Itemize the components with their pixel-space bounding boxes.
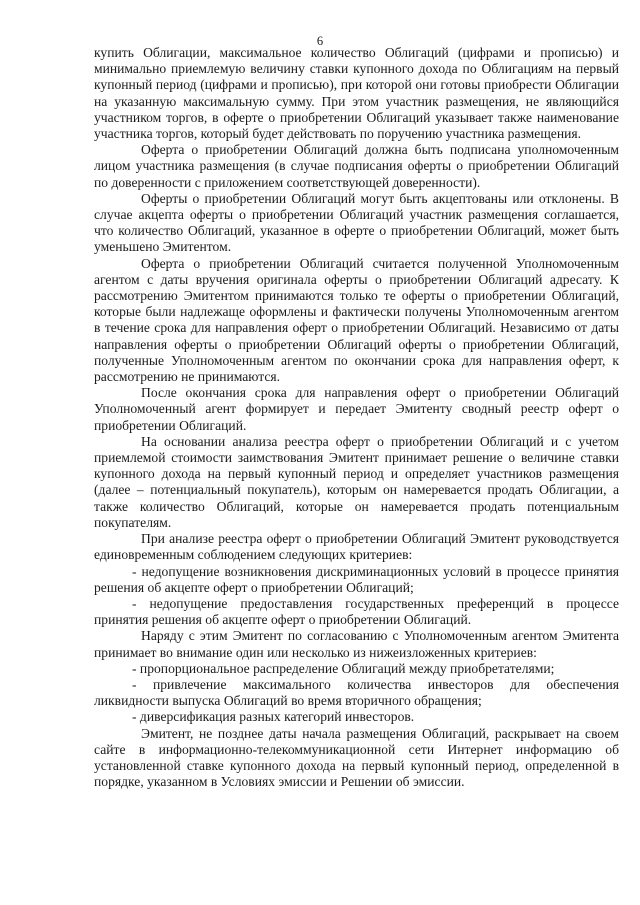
- paragraph: Наряду с этим Эмитент по согласованию с Уполномоченным агентом Эмитента принимает во внимание один или несколько из нижеизложенных критериев:: [94, 628, 619, 660]
- paragraph: Оферта о приобретении Облигаций должна быть подписана уполномоченным лицом участника размещения (в случае подписания оферты о приобретении Облигаций по доверенности с приложением соответствующей доверенности).: [94, 142, 619, 190]
- list-item: - диверсификация разных категорий инвесторов.: [132, 709, 415, 725]
- paragraph: Оферты о приобретении Облигаций могут быть акцептованы или отклонены. В случае акцепта оферты о приобретении Облигаций участник размещения соглашается, что количество Облигаций, указанное в оферте о приобретении Облигаций, может быть уменьшено Эмитентом.: [94, 190, 619, 255]
- paragraph: На основании анализа реестра оферт о приобретении Облигаций и с учетом приемлемой стоимости заимствования Эмитент принимает решение о величине ставки купонного дохода на первый купонный период и определяет участников размещения (далее – потенциальный покупатель), которым он намеревается продать Облигации, а также количество Облигаций, которые он намеревается продать потенциальным покупателям.: [94, 433, 619, 530]
- list-item: - недопущение возникновения дискриминационных условий в процессе принятия решения об акцепте оферт о приобретении Облигаций;: [94, 563, 619, 595]
- list-item: - привлечение максимального количества инвесторов для обеспечения ликвидности выпуска Облигаций во время вторичного обращения;: [94, 676, 619, 709]
- page-number: 6: [316, 34, 324, 48]
- paragraph: Эмитент, не позднее даты начала размещения Облигаций, раскрывает на своем сайте в информационно-телекоммуникационной сети Интернет информацию об установленной ставке купонного дохода на первый купонный период, определенной в порядке, указанном в Условиях эмиссии и Решении об эмиссии.: [94, 725, 619, 790]
- body-text: [94, 45, 619, 790]
- list-item: - пропорциональное распределение Облигаций между приобретателями;: [132, 660, 555, 676]
- list-item: - недопущение предоставления государственных преференций в процессе принятия решения об акцепте оферт о приобретении Облигаций.: [94, 595, 619, 628]
- paragraph: После окончания срока для направления оферт о приобретении Облигаций Уполномоченный агент формирует и передает Эмитенту сводный реестр оферт о приобретении Облигаций.: [94, 385, 619, 433]
- paragraph: При анализе реестра оферт о приобретении Облигаций Эмитент руководствуется единовременным соблюдением следующих критериев:: [94, 531, 619, 563]
- paragraph: купить Облигации, максимальное количество Облигаций (цифрами и прописью) и минимально приемлемую величину ставки купонного дохода по Облигациям на первый купонный период (цифрами и прописью), при которой они готовы приобрести Облигации на указанную максимальную сумму. При этом участник размещения, не являющийся участником торгов, в оферте о приобретении Облигаций указывает также наименование участника торгов, который будет действовать по поручению участника размещения.: [94, 45, 619, 142]
- paragraph: Оферта о приобретении Облигаций считается полученной Уполномоченным агентом с даты вручения оригинала оферты о приобретении Облигаций адресату. К рассмотрению Эмитентом принимаются только те оферты о приобретении Облигаций, которые были надлежаще оформлены и фактически получены Уполномоченным агентом в течение срока для направления оферт о приобретении Облигаций. Независимо от даты направления оферты о приобретении Облигаций оферты о приобретении Облигаций, полученные Уполномоченным агентом по окончании срока для направления оферт, к рассмотрению не принимаются.: [94, 255, 619, 385]
